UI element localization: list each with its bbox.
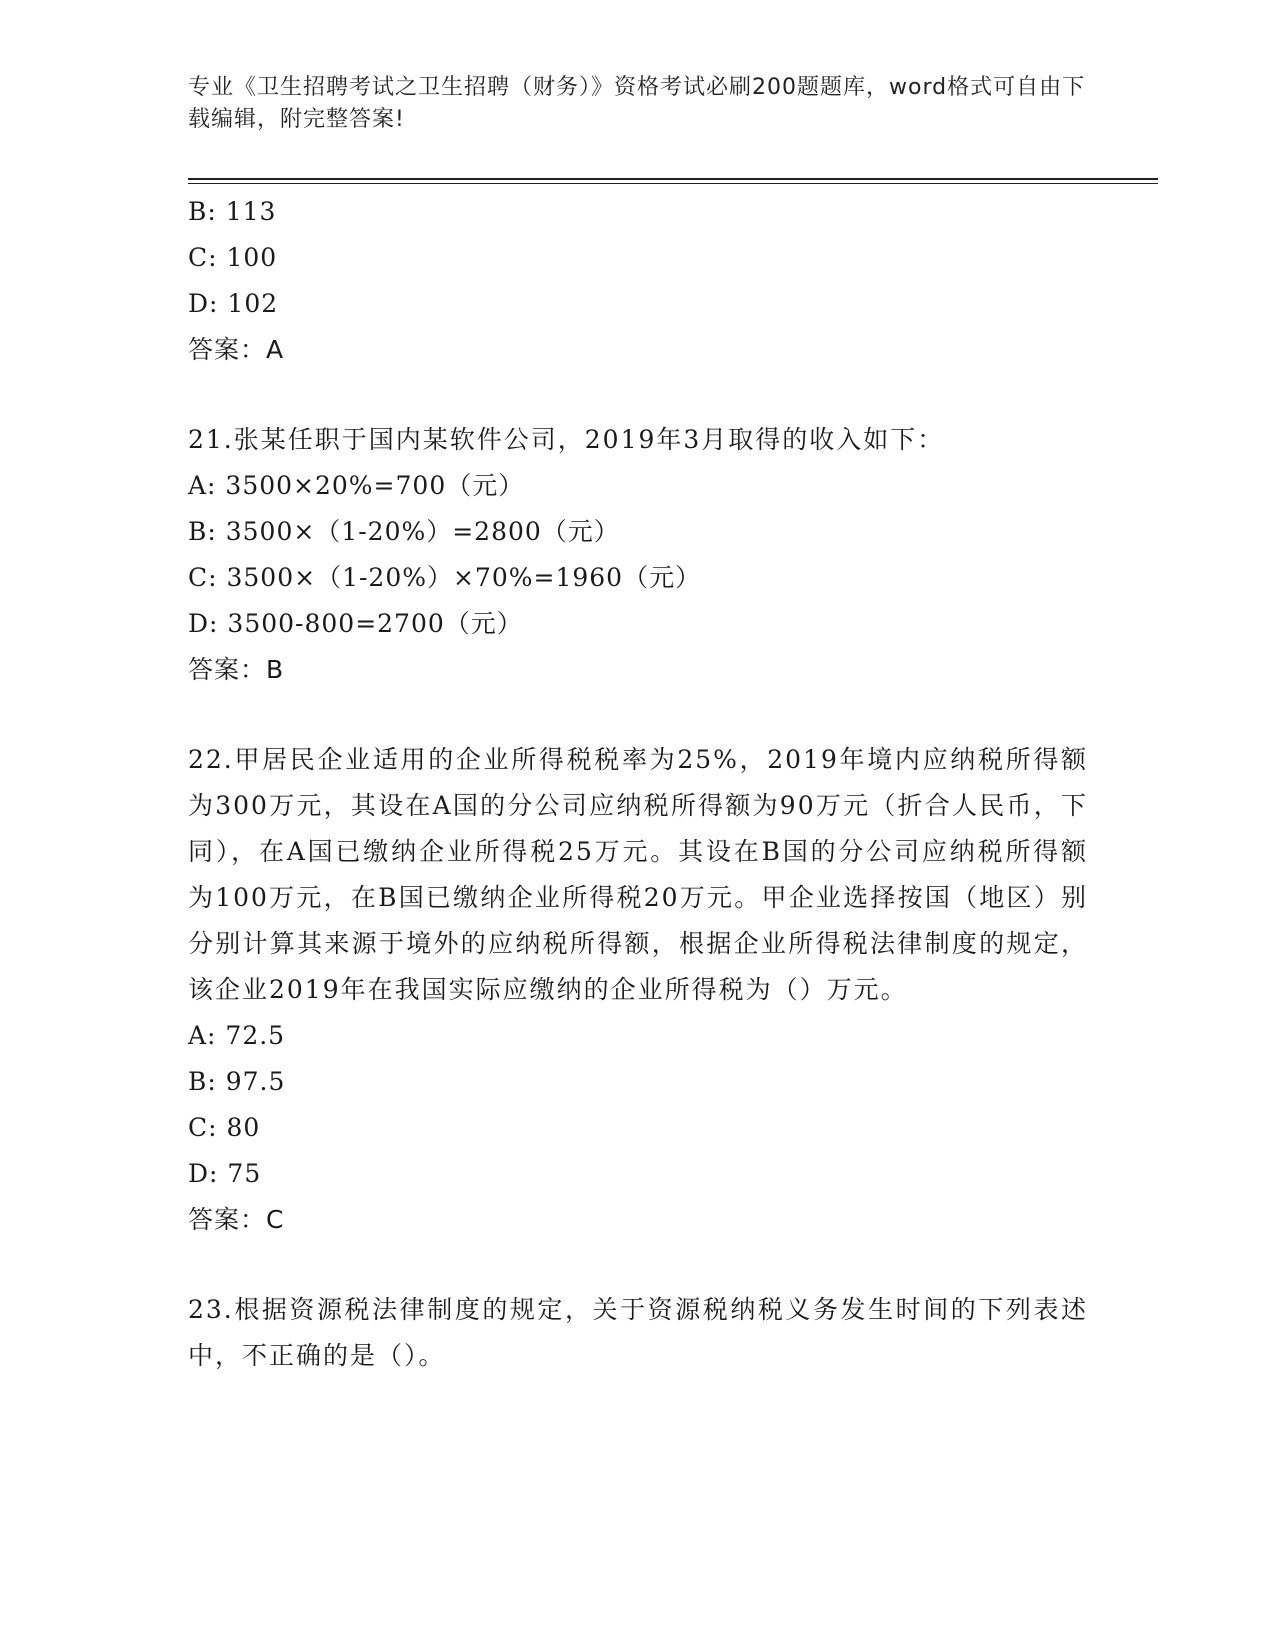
spacer	[188, 373, 1088, 417]
answer-line: 答案：A	[188, 335, 285, 364]
option-c: C: 3500×（1-20%）×70%=1960（元）	[188, 563, 702, 592]
option-c: C: 80	[188, 1113, 261, 1142]
option-a: A: 3500×20%=700（元）	[188, 471, 525, 500]
question-23	[188, 1287, 1088, 1379]
spacer	[188, 693, 1088, 737]
option-b: B: 113	[188, 197, 277, 226]
header-divider-thin	[188, 183, 1158, 184]
question-text: 22.甲居民企业适用的企业所得税税率为25%，2019年境内应纳税所得额为300万元，其设在A国的分公司应纳税所得额为90万元（折合人民币，下同），在A国已缴纳企业所得税25万元。其设在B国的分公司应纳税所得额为100万元，在B国已缴纳企业所得税20万元。甲企业选择按国（地区）别分别计算其来源于境外的应纳税所得额，根据企业所得税法律制度的规定，该企业2019年在我国实际应缴纳的企业所得税为（）万元。	[188, 745, 1088, 1004]
question-22	[188, 737, 1088, 1243]
option-d: D: 3500-800=2700（元）	[188, 609, 523, 638]
spacer	[188, 1243, 1088, 1287]
header-divider-thick	[188, 178, 1158, 180]
option-d: D: 102	[188, 289, 279, 318]
option-c: C: 100	[188, 243, 278, 272]
answer-line: 答案：B	[188, 655, 285, 684]
question-20-tail	[188, 189, 1088, 373]
question-21	[188, 417, 1088, 693]
option-d: D: 75	[188, 1159, 262, 1188]
option-a: A: 72.5	[188, 1021, 286, 1050]
question-text: 21.张某任职于国内某软件公司，2019年3月取得的收入如下：	[188, 425, 945, 454]
document-body	[188, 189, 1088, 1379]
answer-line: 答案：C	[188, 1205, 285, 1234]
option-b: B: 3500×（1-20%）=2800（元）	[188, 517, 620, 546]
option-b: B: 97.5	[188, 1067, 286, 1096]
question-text: 23.根据资源税法律制度的规定，关于资源税纳税义务发生时间的下列表述中，不正确的是（）。	[188, 1295, 1088, 1370]
document-header: 专业《卫生招聘考试之卫生招聘（财务）》资格考试必刷200题题库，word格式可自由下载编辑，附完整答案!	[188, 75, 1086, 132]
